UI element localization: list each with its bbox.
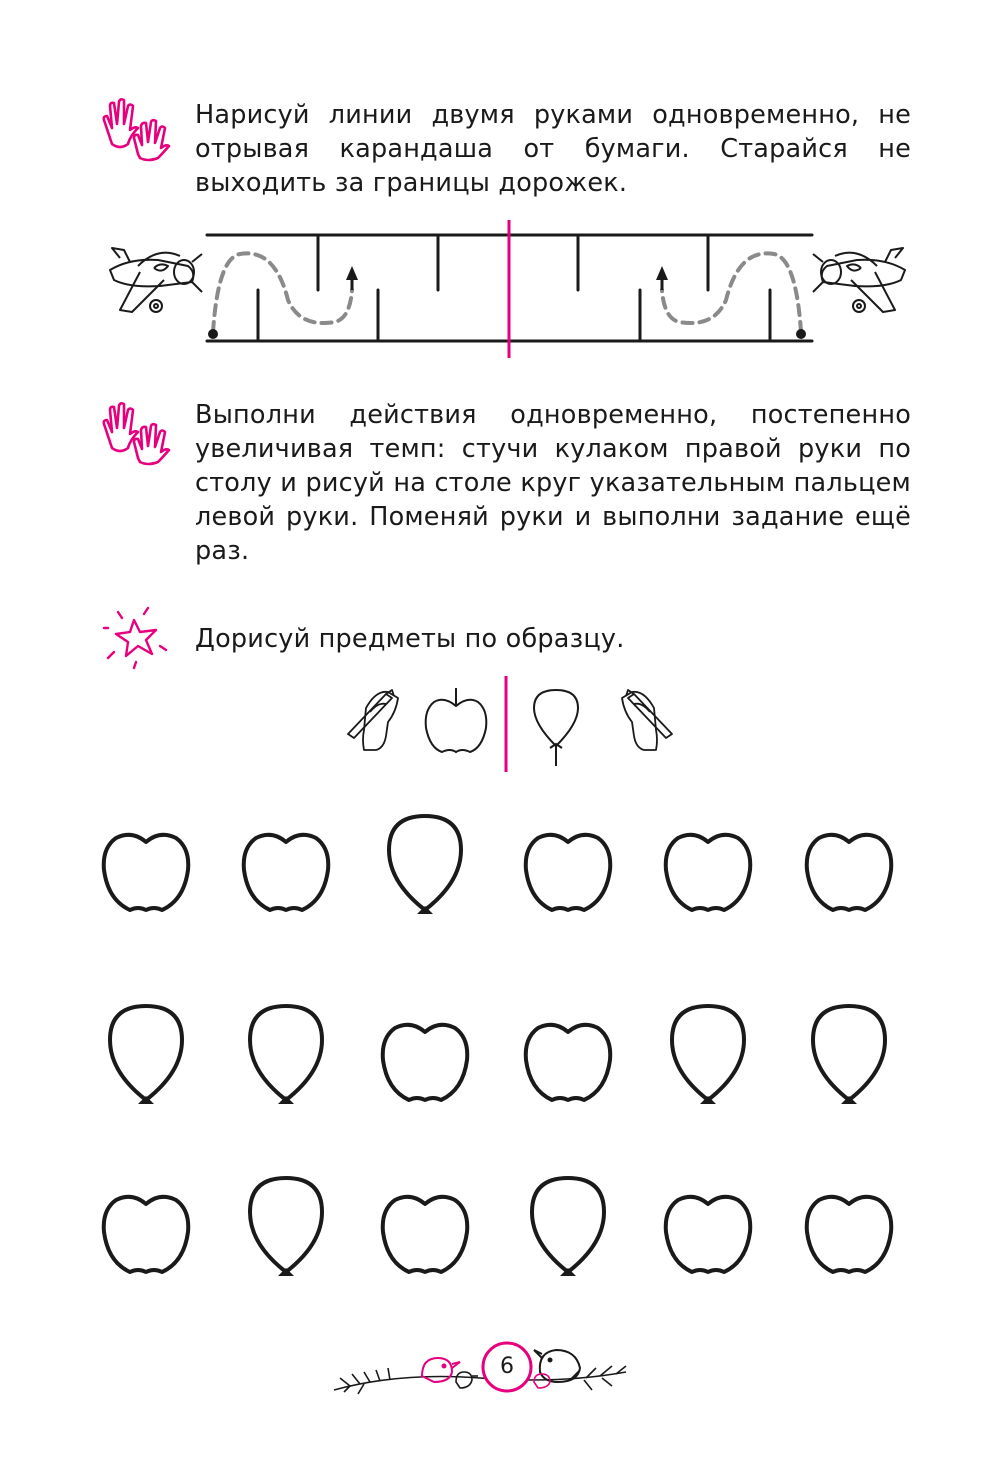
footer-branch [330,1332,630,1404]
bird-small-icon [456,1372,478,1388]
apple-outline[interactable] [104,835,189,910]
apple-outline[interactable] [807,1197,892,1272]
balloon-outline[interactable] [532,1178,604,1276]
bird-pink-icon [422,1358,460,1382]
apple-outline[interactable] [807,835,892,910]
balloon-outline[interactable] [250,1178,322,1276]
balloon-outline[interactable] [389,816,461,914]
page-number: 6 [500,1354,514,1379]
task-3-instruction: Дорисуй предметы по образцу. [195,624,625,654]
task-1-instruction: Нарисуй линии двумя руками одновременно, не отрывая карандаша от бумаги. Старайся не выходить за границы дорожек. [195,100,911,198]
apple-outline[interactable] [666,835,751,910]
apple-outline[interactable] [383,1025,468,1100]
apple-outline[interactable] [526,1025,611,1100]
apple-outline[interactable] [383,1197,468,1272]
apple-outline[interactable] [244,835,329,910]
balloon-outline[interactable] [672,1006,744,1104]
apple-outline[interactable] [104,1197,189,1272]
task-2-instruction: Выполни действия одновременно, постепенно увеличивая темп: стучи кулаком правой руки по столу и рисуй на столе круг указательным пальцем левой руки. Поменяй руки и выполни задание ещё раз. [195,400,911,566]
apple-outline[interactable] [666,1197,751,1272]
balloon-outline[interactable] [813,1006,885,1104]
balloon-outline[interactable] [110,1006,182,1104]
balloon-outline[interactable] [250,1006,322,1104]
apple-outline[interactable] [526,835,611,910]
